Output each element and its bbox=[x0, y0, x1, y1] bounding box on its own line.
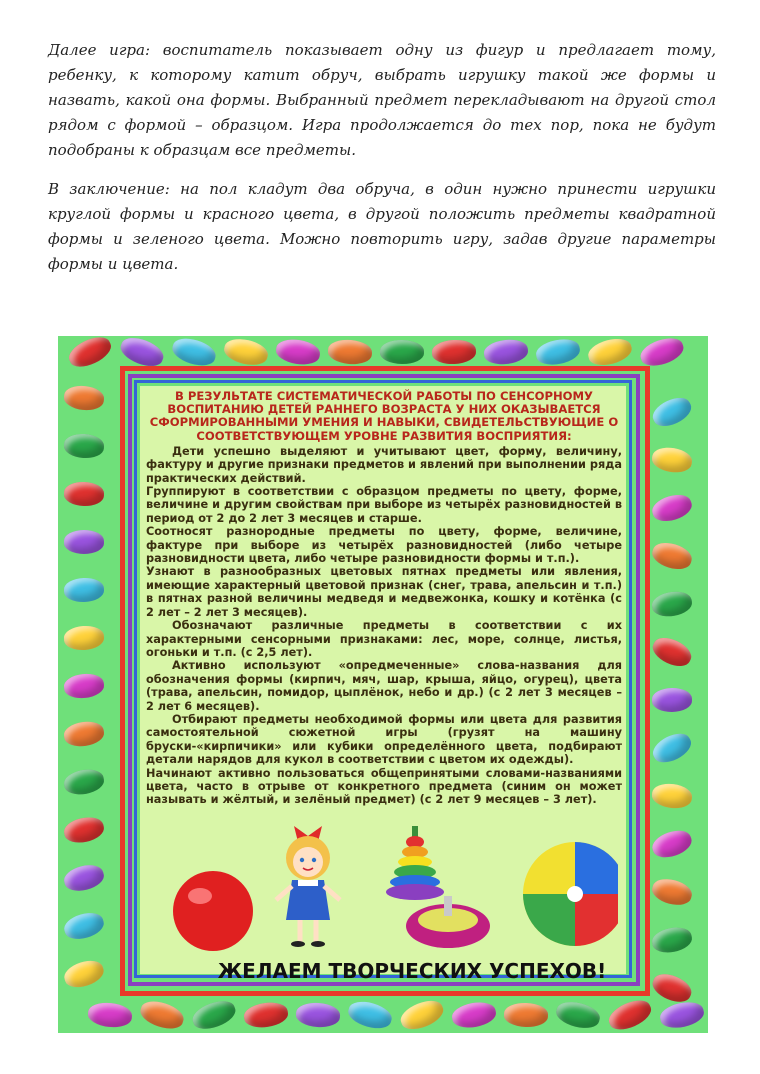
jelly-bean bbox=[62, 862, 107, 895]
jelly-bean bbox=[586, 335, 635, 370]
jelly-bean bbox=[327, 338, 373, 366]
jelly-bean bbox=[649, 393, 695, 432]
jelly-bean bbox=[63, 433, 105, 460]
jelly-bean bbox=[650, 924, 694, 955]
jelly-bean bbox=[87, 1001, 133, 1029]
jelly-bean bbox=[346, 997, 395, 1032]
jelly-bean bbox=[64, 530, 104, 554]
poster-item: Группируют в соответствии с образцом предметы по цвету, форме, величине и другим свойствам при выборе из четырёх разновидностей в период от 2 до 2 лет 3 месяцев и старше. bbox=[146, 485, 622, 525]
spinning-top-icon bbox=[406, 896, 490, 948]
jelly-bean bbox=[274, 337, 321, 368]
jelly-bean bbox=[504, 1002, 549, 1028]
intro-text bbox=[48, 38, 716, 291]
toys-illustration bbox=[158, 816, 618, 966]
jelly-bean bbox=[62, 767, 106, 798]
poster-item: Отбирают предметы необходимой формы или цвета для развития самостоятельной сюжетной игры (грузят на машину бруски-«кирпичики» или кубики определённого цвета, подбирают детали нарядов для кукол в соответствии с цветом их одежды). bbox=[146, 712, 622, 767]
jelly-bean bbox=[431, 339, 476, 365]
jelly-bean bbox=[64, 481, 105, 506]
jelly-bean bbox=[554, 998, 602, 1032]
jelly-bean bbox=[652, 688, 692, 713]
jelly-bean bbox=[651, 782, 694, 811]
jelly-bean bbox=[637, 333, 686, 370]
jelly-bean bbox=[649, 728, 696, 768]
jelly-bean bbox=[169, 334, 218, 370]
red-ball-icon bbox=[173, 871, 253, 951]
jelly-bean bbox=[397, 996, 447, 1035]
jelly-bean bbox=[63, 719, 106, 748]
poster-item: Активно используют «опредмеченные» слова-названия для обозначения формы (кирпич, мяч, шар, крыша, яйцо, огурец), цвета (трава, апельсин, помидор, цыплёнок, небо и др.) (с 2 лет 3 месяцев – 2 лет 6 месяцев). bbox=[146, 659, 622, 713]
intro-paragraph-2: В заключение: на пол кладут два обруча, в один нужно принести игрушки круглой формы и красного цвета, в другой положить предметы квадратной формы и зеленого цвета. Можно повторить игру, задав другие параметры формы и цвета. bbox=[48, 180, 716, 273]
jelly-bean bbox=[64, 577, 105, 602]
jelly-bean bbox=[650, 589, 693, 619]
jelly-bean bbox=[649, 826, 695, 862]
poster-item: Узнают в разнообразных цветовых пятнах предметы или явления, имеющие характерный цветовой признак (снег, трава, апельсин и т.п.) в пятнах разной величины медведя и медвежонка, кошку и котёнка (с 2 лет – 2 лет 3 месяцев). bbox=[146, 565, 622, 619]
girl-doll-icon bbox=[276, 826, 340, 947]
jelly-bean bbox=[649, 491, 694, 526]
jelly-bean bbox=[380, 340, 424, 365]
jelly-bean bbox=[62, 814, 106, 846]
jelly-bean bbox=[483, 337, 530, 366]
poster-heading: В РЕЗУЛЬТАТЕ СИСТЕМАТИЧЕСКОЙ РАБОТЫ ПО СЕНСОРНОМУ ВОСПИТАНИЮ ДЕТЕЙ РАННЕГО ВОЗРАСТА У НИХ ОКАЗЫВАЕТСЯ СФОРМИРОВАННЫМИ УМЕНИЯ И НАВЫКИ, СВИДЕТЕЛЬСТВУЮЩИЕ О СООТВЕТСТВУЮЩЕМ УРОВНЕ РАЗВИТИЯ ВОСПРИЯТИЯ: bbox=[149, 389, 619, 443]
jelly-bean bbox=[649, 539, 694, 574]
jelly-bean bbox=[61, 956, 106, 991]
poster-item: Обозначают различные предметы в соответствии с их характерными сенсорными признаками: лес, море, солнце, листья, огоньки и т.п. (с 2,5 лет). bbox=[146, 619, 622, 659]
jelly-bean bbox=[649, 633, 695, 672]
sensory-poster bbox=[58, 336, 708, 1033]
poster-item: Дети успешно выделяют и учитывают цвет, форму, величину, фактуру и другие признаки предметов и явлений при выполнении ряда практических действий. bbox=[146, 444, 622, 485]
poster-item: Начинают активно пользоваться общепринятыми словами-названиями цвета, часто в отрыве от конкретного предмета (синим он может называть и жёлтый, и зелёный предмет) (с 2 лет 9 месяцев – 3 лет). bbox=[146, 766, 622, 807]
jelly-bean bbox=[605, 995, 655, 1035]
jelly-bean bbox=[650, 445, 693, 475]
jelly-bean bbox=[222, 335, 270, 368]
jelly-bean bbox=[61, 909, 106, 943]
jelly-bean bbox=[534, 336, 582, 368]
jelly-bean bbox=[63, 672, 105, 700]
closing-wish: ЖЕЛАЕМ ТВОРЧЕСКИХ УСПЕХОВ! bbox=[217, 959, 607, 983]
beach-ball-icon bbox=[523, 842, 618, 946]
jelly-bean bbox=[295, 1001, 341, 1028]
jelly-bean bbox=[650, 875, 695, 909]
poster-item: Соотносят разнородные предметы по цвету, форме, величине, фактуре при выборе из четырёх разновидностей (либо четыре разновидности цвета, либо четыре разновидности формы и т.п.). bbox=[146, 525, 622, 566]
poster-text bbox=[146, 390, 622, 807]
jelly-bean bbox=[243, 1000, 290, 1030]
jelly-bean bbox=[450, 999, 497, 1030]
jelly-bean bbox=[189, 996, 239, 1034]
jelly-bean bbox=[65, 332, 115, 372]
jelly-bean bbox=[63, 625, 105, 652]
jelly-bean bbox=[63, 384, 105, 412]
stacking-pyramid-icon bbox=[386, 826, 444, 900]
intro-paragraph-1: Далее игра: воспитатель показывает одну из фигур и предлагает тому, ребенку, к которому катит обруч, выбрать игрушку такой же формы и назвать, какой она формы. Выбранный предмет перекладывают на другой стол рядом с формой – образцом. Игра продолжается до тех пор, пока не будут подобраны к образцам все предметы. bbox=[48, 41, 716, 159]
jelly-bean bbox=[137, 997, 186, 1033]
jelly-bean bbox=[658, 999, 706, 1032]
